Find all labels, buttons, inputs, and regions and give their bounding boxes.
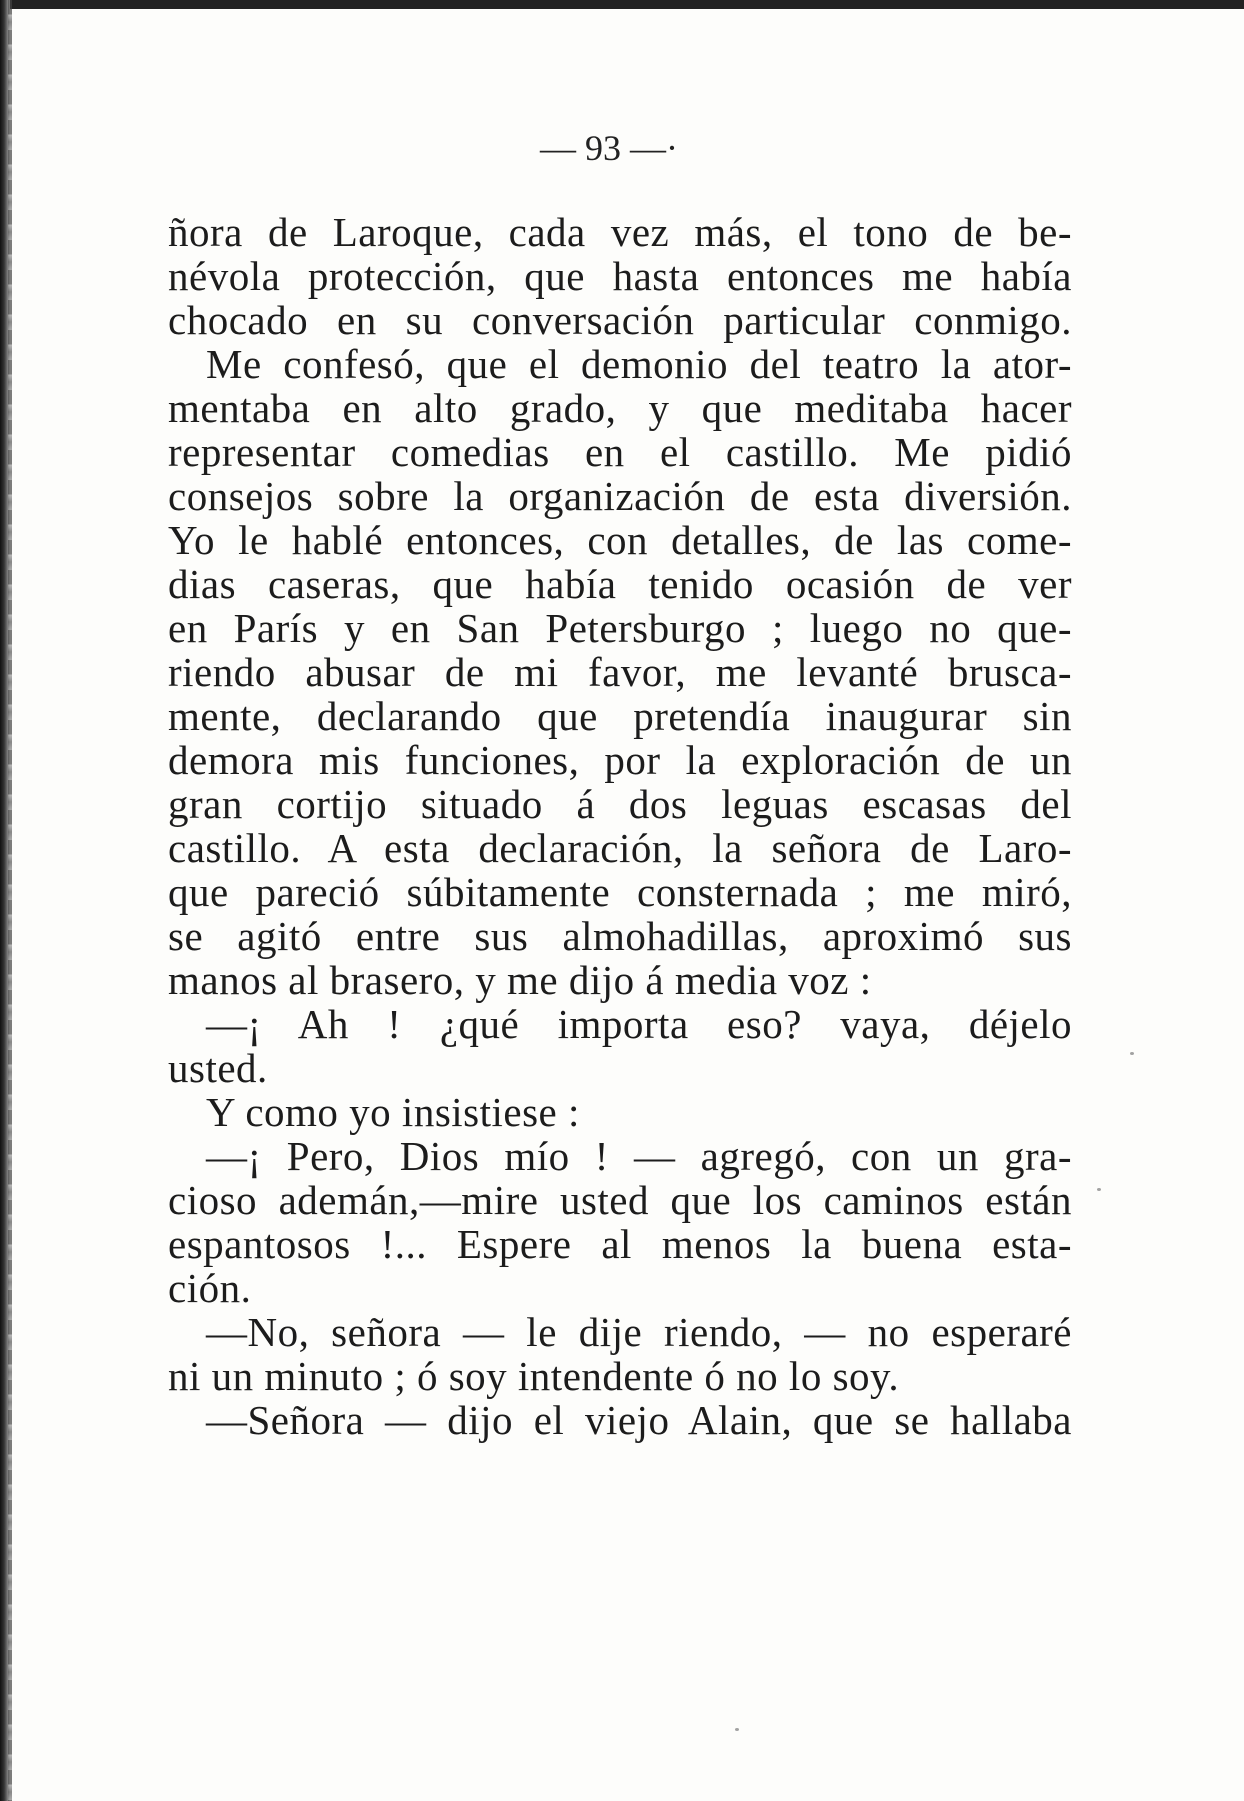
- text-line: dias caseras, que había tenido ocasión de ver: [168, 561, 1072, 607]
- text-line: ción.: [168, 1265, 252, 1311]
- text-line: mentaba en alto grado, y que meditaba hacer: [168, 385, 1072, 431]
- text-line: névola protección, que hasta entonces me había: [168, 253, 1072, 299]
- text-line: —¡ Pero, Dios mío ! — agregó, con un gra-: [206, 1133, 1072, 1179]
- page-top-edge: [0, 0, 1244, 9]
- text-line: consejos sobre la organización de esta diversión.: [168, 473, 1072, 519]
- text-line: Me confesó, que el demonio del teatro la ator-: [206, 341, 1072, 387]
- paper-speck: [1130, 1052, 1134, 1055]
- paper-speck: [735, 1728, 739, 1731]
- text-line: ñora de Laroque, cada vez más, el tono de be-: [168, 209, 1072, 255]
- text-line: cioso ademán,—mire usted que los caminos están: [168, 1177, 1072, 1223]
- text-line: castillo. A esta declaración, la señora de Laro-: [168, 825, 1072, 871]
- text-line: usted.: [168, 1045, 268, 1091]
- text-line: manos al brasero, y me dijo á media voz :: [168, 957, 872, 1003]
- text-line: riendo abusar de mi favor, me levanté brusca-: [168, 649, 1072, 695]
- text-line: demora mis funciones, por la exploración de un: [168, 737, 1072, 783]
- text-line: en París y en San Petersburgo ; luego no que-: [168, 605, 1072, 651]
- book-spine-edge: [8, 0, 12, 1801]
- text-line: —¡ Ah ! ¿qué importa eso? vaya, déjelo: [206, 1001, 1072, 1047]
- text-line: —Señora — dijo el viejo Alain, que se hallaba: [206, 1397, 1072, 1443]
- text-line: Yo le hablé entonces, con detalles, de las come-: [168, 517, 1072, 563]
- text-line: gran cortijo situado á dos leguas escasas del: [168, 781, 1072, 827]
- text-line: Y como yo insistiese :: [206, 1089, 580, 1135]
- text-line: que pareció súbitamente consternada ; me miró,: [168, 869, 1072, 915]
- page-number: — 93 —·: [540, 128, 678, 168]
- text-line: representar comedias en el castillo. Me pidió: [168, 429, 1072, 475]
- text-line: mente, declarando que pretendía inaugurar sin: [168, 693, 1072, 739]
- text-line: espantosos !... Espere al menos la buena esta-: [168, 1221, 1072, 1267]
- text-line: —No, señora — le dije riendo, — no esperaré: [206, 1309, 1072, 1355]
- paper-speck: [1097, 1188, 1101, 1191]
- text-line: se agitó entre sus almohadillas, aproximó sus: [168, 913, 1072, 959]
- text-line: ni un minuto ; ó soy intendente ó no lo soy.: [168, 1353, 900, 1399]
- text-line: chocado en su conversación particular conmigo.: [168, 297, 1072, 343]
